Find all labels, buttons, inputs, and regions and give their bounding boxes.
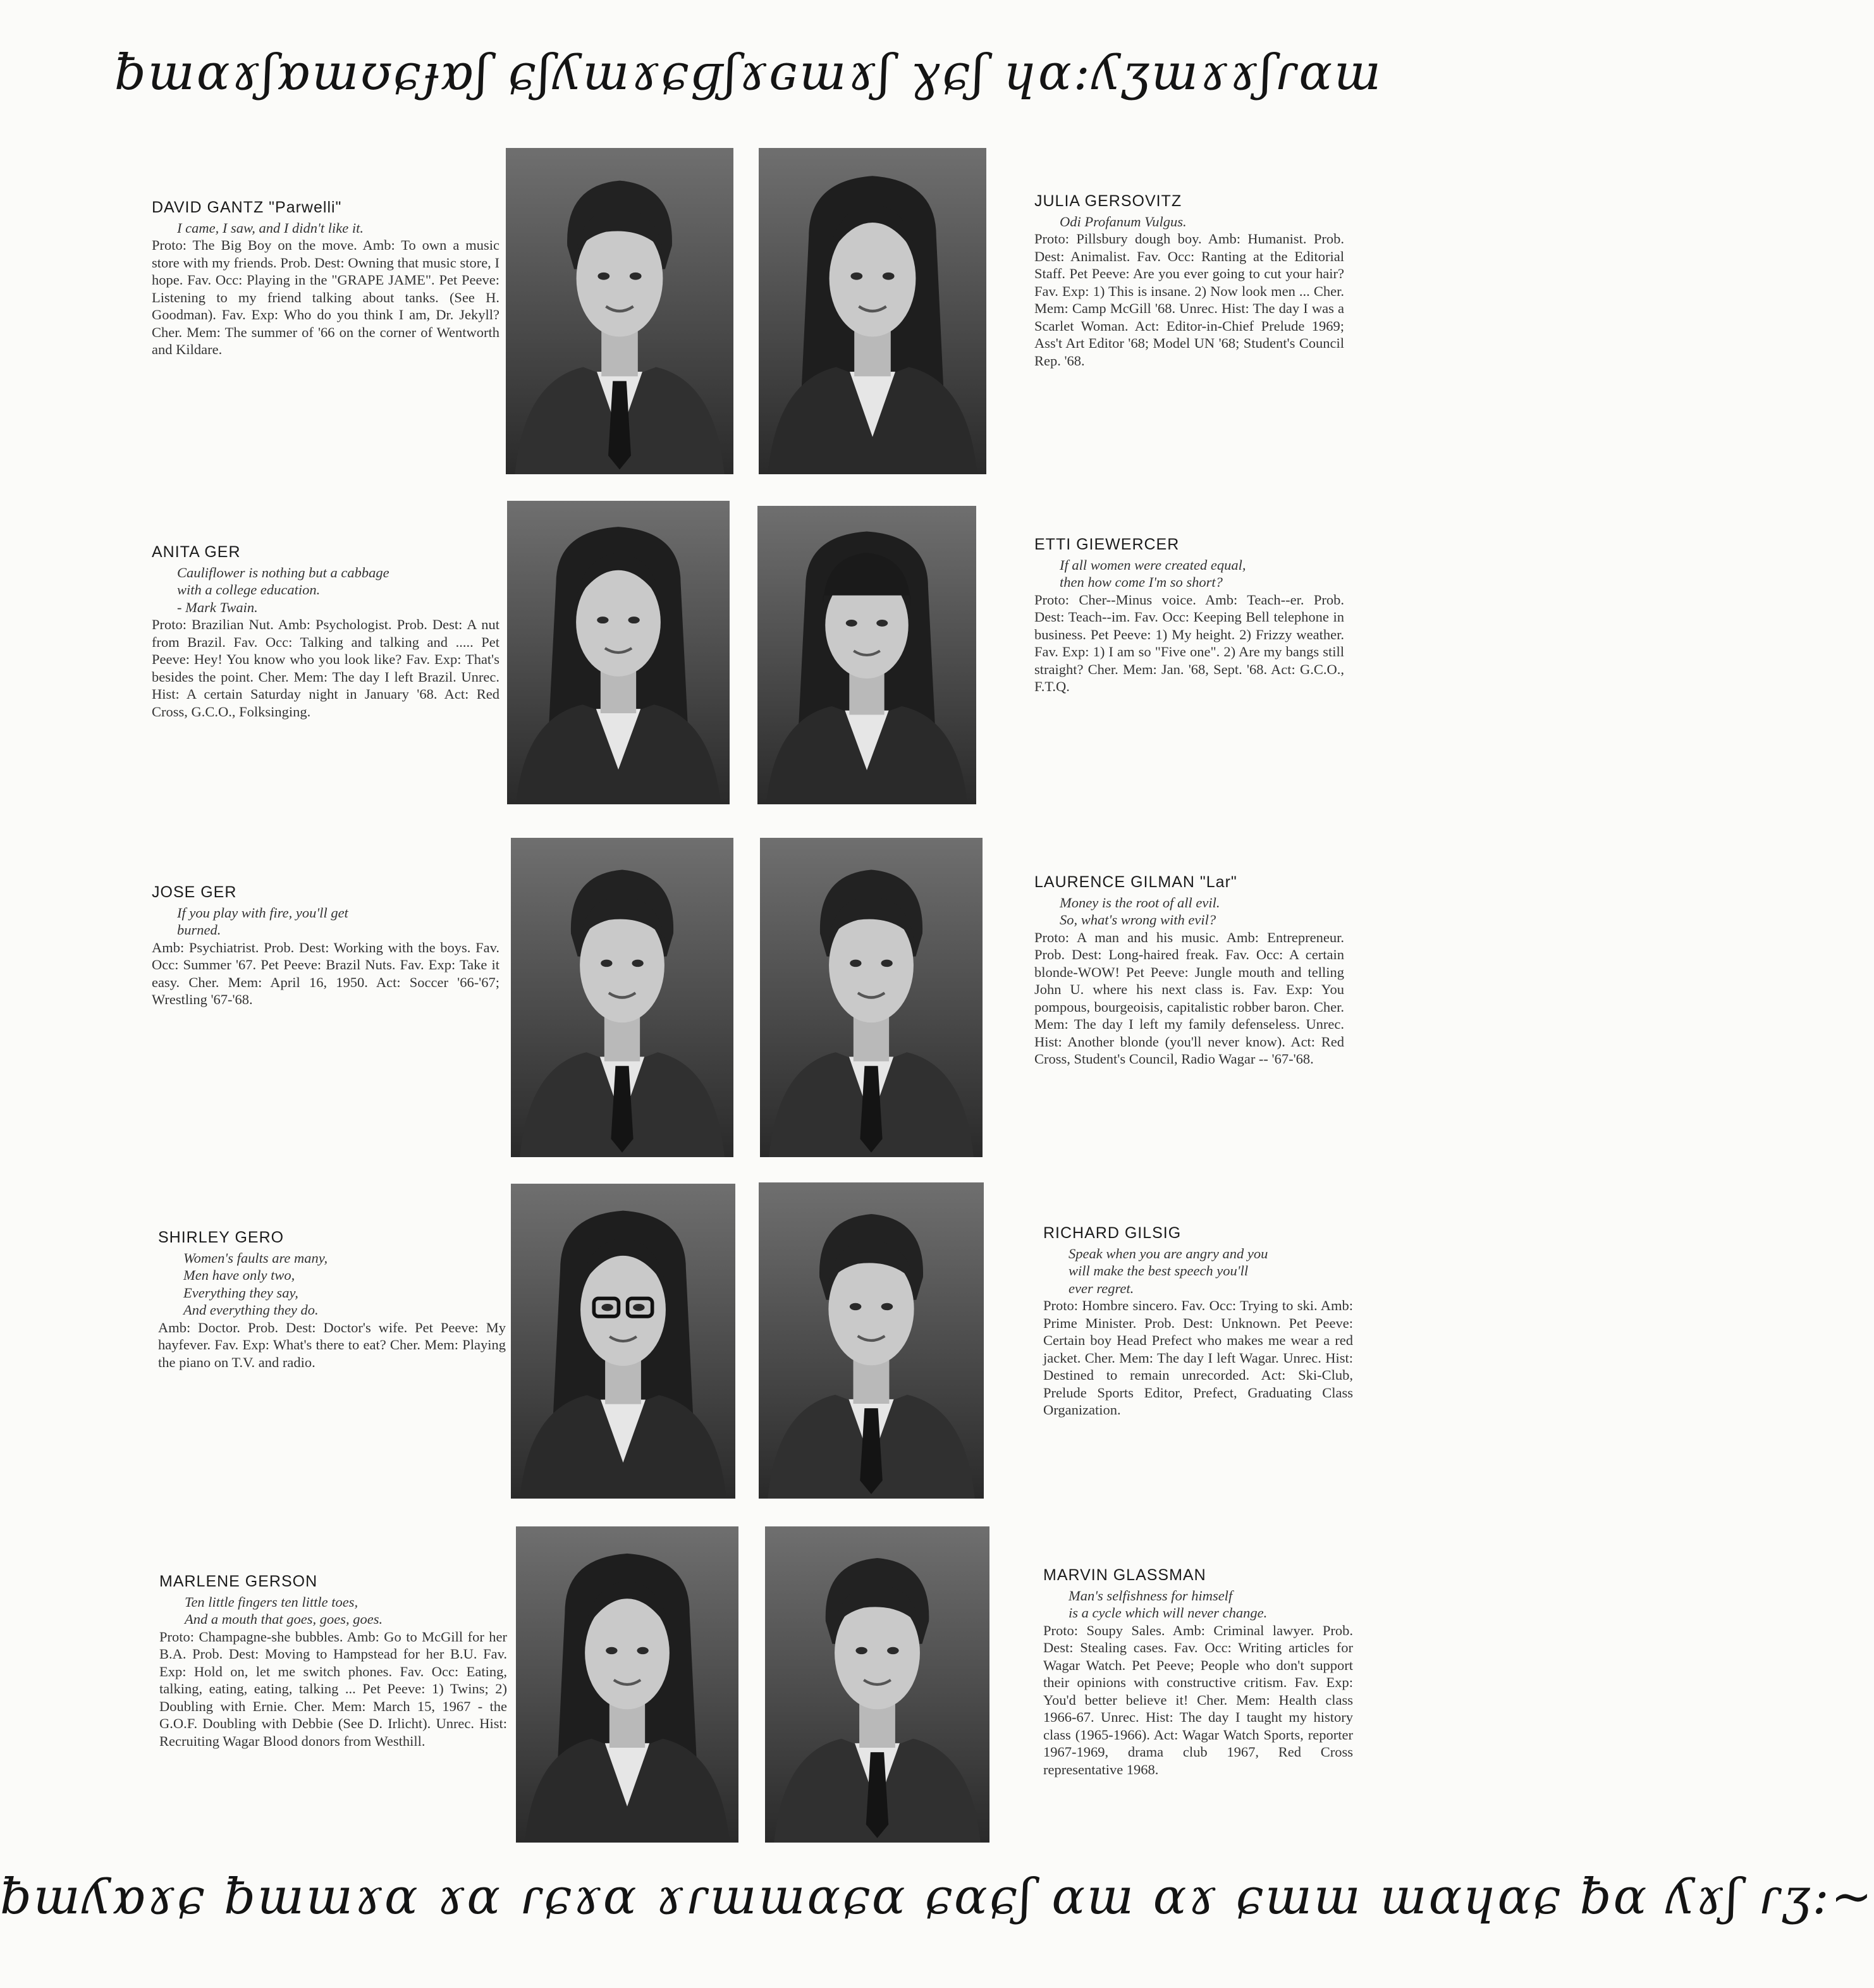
student-bio: Proto: Pillsbury dough boy. Amb: Humanist. Prob. Dest: Animalist. Fav. Occ: Ranting at the Editorial Staff. Pet Peeve: Are you ever going to cut your hair? Fav. Exp: 1) This is insane. 2) Now look men ... Cher. Mem: Camp McGill '68. Unrec. Hist: The day I was a Scarlet Woman. Act: Editor-in-Chief Prelude 1969; Ass't Art Editor '68; Model UN '68; Student's Council Rep. '68. [1034, 231, 1344, 369]
quote-line: Ten little fingers ten little toes, [185, 1593, 358, 1610]
entry-julia-gersovitz [1034, 193, 1344, 369]
eye-shape [633, 1304, 644, 1311]
quote-line: So, what's wrong with evil? [1060, 912, 1216, 928]
student-quote [152, 564, 499, 617]
eye-shape [632, 960, 643, 967]
eye-shape [601, 1304, 613, 1311]
eye-shape [881, 960, 892, 967]
photo-david-gantz [506, 148, 733, 474]
entry-david-gantz [152, 199, 499, 359]
quote-line: Money is the root of all evil. [1060, 894, 1220, 911]
entry-shirley-gero [158, 1229, 506, 1371]
student-quote [1034, 894, 1344, 929]
eye-shape [850, 273, 862, 280]
student-name: RICHARD GILSIG [1043, 1224, 1182, 1242]
eye-shape [637, 1647, 648, 1654]
header-script-banner: ƀɯɑɤʃɒɯʊɕɟɒʃ ɕʃʎɯɤɕɡʃɤɢɯɤʃ ɣɕʃ ɥɑ:ʎʒɯɤɤʃɾɑɯ [114, 44, 1383, 101]
quote-line: - Mark Twain. [177, 599, 258, 615]
entry-jose-ger [152, 884, 499, 1009]
student-quote [152, 904, 499, 939]
quote-line: If you play with fire, you'll get [177, 904, 348, 921]
student-quote [152, 219, 499, 237]
student-quote [158, 1249, 506, 1319]
quote-line: then how come I'm so short? [1060, 574, 1223, 590]
student-name: LAURENCE GILMAN "Lar" [1034, 873, 1237, 891]
eye-shape [850, 1303, 862, 1310]
student-bio: Proto: Cher--Minus voice. Amb: Teach--er. Prob. Dest: Teach--im. Fav. Occ: Keeping Bell telephone in business. Pet Peeve: 1) My height. 2) Frizzy weather. Fav. Exp: 1) I am so "Five one". 2) Are my bangs still straight? Cher. Mem: Jan. '68, Sept. '68. Act: G.C.O., F.T.Q. [1034, 591, 1344, 694]
quote-line: burned. [177, 922, 221, 938]
eye-shape [846, 620, 857, 627]
student-name: MARVIN GLASSMAN [1043, 1566, 1206, 1584]
student-name: JOSE GER [152, 883, 237, 901]
quote-line: Everything they say, [183, 1284, 298, 1301]
quote-line: Man's selfishness for himself [1069, 1587, 1233, 1604]
student-bio: Proto: Champagne-she bubbles. Amb: Go to McGill for her B.A. Prob. Dest: Moving to Hampstead for her B.U. Fav. Exp: Hold on, let me switch phones. Fav. Occ: Eating, talking, eating, eating, talking ... Pet Peeve: 1) Twins; 2) Doubling with Ernie. Cher. Mem: March 15, 1967 - the G.O.F. Doubling with Debbie (See D. Irlicht). Unrec. Hist: Recruiting Wagar Blood donors from Westhill. [159, 1628, 507, 1749]
entry-marlene-gerson [159, 1573, 507, 1750]
photo-marlene-gerson [516, 1526, 738, 1843]
quote-line: will make the best speech you'll [1069, 1263, 1249, 1279]
student-quote [1034, 556, 1344, 591]
quote-line: And everything they do. [183, 1302, 319, 1318]
quote-line: Cauliflower is nothing but a cabbage [177, 564, 389, 580]
photo-shirley-gero [511, 1184, 735, 1499]
eye-shape [850, 960, 861, 967]
eye-shape [597, 617, 608, 623]
eye-shape [597, 273, 609, 280]
student-bio: Proto: Brazilian Nut. Amb: Psychologist. Prob. Dest: A nut from Brazil. Fav. Occ: Talking and talking and ..... Pet Peeve: Hey! You know who you look like? Fav. Exp: That's besides the point. Cher. Mem: The day I left Brazil. Unrec. Hist: A certain Saturday night in January '68. Act: Red Cross, G.C.O., Folksinging. [152, 617, 499, 720]
student-name: DAVID GANTZ "Parwelli" [152, 199, 342, 216]
eye-shape [876, 620, 888, 627]
eye-shape [628, 617, 639, 623]
eye-shape [630, 273, 642, 280]
student-name: MARLENE GERSON [159, 1573, 318, 1590]
student-name: ANITA GER [152, 543, 241, 561]
student-name: JULIA GERSOVITZ [1034, 192, 1182, 210]
eye-shape [855, 1647, 867, 1654]
entry-richard-gilsig [1043, 1225, 1353, 1419]
entry-anita-ger [152, 544, 499, 720]
footer-script-banner: ƀɯʎɒɤɕ ƀɯɯɤɑ ɤɑ ɾɕɤɑ ɤɾɯɯɑɕɑ ɕɑɕʃ ɑɯ ɑɤ ɕɯɯ ɯɑɥɑɕ ƀɑ ʎɤʃ ɾʒ:~ [0, 1868, 1874, 1925]
photo-richard-gilsig [759, 1182, 984, 1499]
student-bio: Proto: The Big Boy on the move. Amb: To own a music store with my friends. Prob. Dest: Owning that music store, I hope. Fav. Occ: Playing in the "GRAPE JAME". Pet Peeve: Listening to my friend talking about tanks. (See H. Goodman). Fav. Exp: Who do you think I am, Dr. Jekyll? Cher. Mem: The summer of '66 on the corner of Wentworth and Kildare. [152, 237, 499, 357]
quote-line: with a college education. [177, 582, 321, 598]
entry-etti-giewercer [1034, 536, 1344, 696]
quote-line: Speak when you are angry and you [1069, 1245, 1268, 1261]
quote-line: is a cycle which will never change. [1069, 1605, 1268, 1621]
student-name: SHIRLEY GERO [158, 1229, 285, 1246]
student-bio: Proto: Soupy Sales. Amb: Criminal lawyer. Prob. Dest: Stealing cases. Fav. Occ: Writing articles for Wagar Watch. Pet Peeve; People who don't support their opinions with constructive critism. Fav. Exp: You'd better believe it! Cher. Mem: Health class 1966-67. Unrec. Hist: The day I taught my history class (1965-1966). Act: Wagar Watch Sports, reporter 1967-1969, drama club 1967, Red Cross representative 1968. [1043, 1622, 1353, 1777]
quote-line: If all women were created equal, [1060, 556, 1246, 573]
student-bio: Proto: Hombre sincero. Fav. Occ: Trying to ski. Amb: Prime Minister. Prob. Dest: Unknown. Pet Peeve: Certain boy Head Prefect who makes me wear a red jacket. Cher. Mem: The day I left Wagar. Unrec. Hist: Destined to remain unrecorded. Act: Ski-Club, Prelude Sports Editor, Prefect, Graduating Class Organization. [1043, 1298, 1353, 1418]
entry-marvin-glassman [1043, 1567, 1353, 1778]
photo-julia-gersovitz [759, 148, 986, 474]
student-quote [159, 1593, 507, 1628]
student-name: ETTI GIEWERCER [1034, 536, 1180, 553]
eye-shape [601, 960, 612, 967]
photo-etti-giewercer [757, 506, 976, 804]
student-bio: Amb: Psychiatrist. Prob. Dest: Working with the boys. Fav. Occ: Summer '67. Pet Peeve: Brazil Nuts. Fav. Exp: Take it easy. Cher. Mem: April 16, 1950. Act: Soccer '66-'67; Wrestling '67-'68. [152, 939, 499, 1007]
photo-marvin-glassman [765, 1526, 989, 1843]
photo-jose-ger [511, 838, 733, 1157]
quote-line: Odi Profanum Vulgus. [1060, 213, 1187, 230]
quote-line: Women's faults are many, [183, 1249, 328, 1266]
eye-shape [881, 1303, 893, 1310]
photo-laurence-gilman [760, 838, 983, 1157]
quote-line: ever regret. [1069, 1280, 1134, 1296]
eye-shape [606, 1647, 617, 1654]
entry-laurence-gilman [1034, 874, 1344, 1068]
photo-anita-ger [507, 501, 730, 804]
student-quote [1034, 213, 1344, 231]
student-quote [1043, 1587, 1353, 1622]
quote-line: I came, I saw, and I didn't like it. [177, 219, 364, 236]
eye-shape [887, 1647, 898, 1654]
student-quote [1043, 1245, 1353, 1298]
quote-line: Men have only two, [183, 1267, 295, 1283]
eye-shape [883, 273, 895, 280]
student-bio: Proto: A man and his music. Amb: Entrepreneur. Prob. Dest: Long-haired freak. Fav. Occ: A certain blonde-WOW! Pet Peeve: Jungle mouth and telling John U. where his next class is. Fav. Exp: You pompous, bourgeoisis, capitalistic robber baron. Cher. Mem: The day I left my family defenseless. Unrec. Hist: Another blonde (you'll never know). Act: Red Cross, Student's Council, Radio Wagar -- '67-'68. [1034, 929, 1344, 1067]
quote-line: And a mouth that goes, goes, goes. [185, 1611, 383, 1627]
student-bio: Amb: Doctor. Prob. Dest: Doctor's wife. Pet Peeve: My hayfever. Fav. Exp: What's there to eat? Cher. Mem: Playing the piano on T.V. and radio. [158, 1319, 506, 1370]
